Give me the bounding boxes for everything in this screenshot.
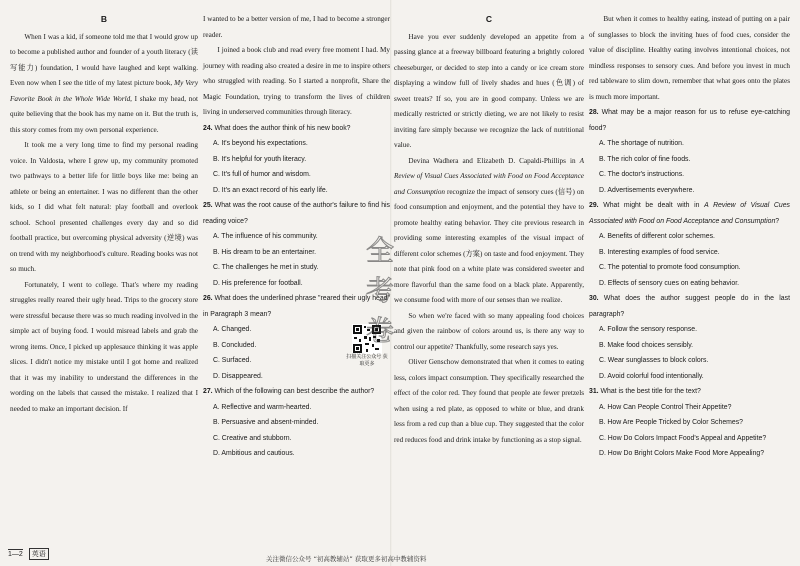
option: B. Concluded. (213, 341, 257, 349)
question-24: 24. What does the author think of his new book? A. It's beyond his expectations. B. It's helpful for youth literacy. C. It's full of humor and wisdom. D. It's an exact record of his early life. (203, 121, 390, 199)
option: B. Persuasive and absent-minded. (213, 419, 319, 426)
option: D. His preference for football. (213, 279, 303, 287)
question-30: 30. What does the author suggest people do in the last paragraph? A. Follow the sensory response. B. Make food choices sensibly. C. Wear sunglasses to block colors. D. Avoid colorful food intentionally. (589, 291, 790, 384)
qr-caption: 扫描关注公众号 获取更多 (346, 354, 388, 367)
option: C. Creative and stubborn. (213, 434, 292, 442)
passage-c-paragraph-5: But when it comes to healthy eating, instead of putting on a pair of sunglasses to block the inviting hues of food cues, consider the value of discipline. Healthy eating involves intentional choices, not mindless responses to sensory cues. And before you invest in much red tableware to slim down, remember that what goes onto the plates is much more important. (589, 15, 790, 101)
passage-c-paragraph-4: Oliver Genschow demonstrated that when it comes to eating less, colors impact consumption. They specifically researched the effect of the color red. They found that people ate fewer pretzels when using a red plate, as opposed to white or blue, and drank less from a red cup than a blue cup. They suggested that the color red reduces food and drink intake by functioning as a stop signal. (394, 358, 584, 444)
option: C. How Do Colors Impact Food's Appeal and Appetite? (599, 434, 767, 442)
option: C. The potential to promote food consumption. (599, 264, 741, 271)
option: D. Effects of sensory cues on eating behavior. (599, 279, 740, 287)
option: B. Interesting examples of food service. (599, 248, 720, 256)
option: D. Avoid colorful food intentionally. (599, 372, 704, 380)
passage-b-paragraph-2: It took me a very long time to find my personal reading voice. In Valdosta, where I grew up, my community promoted two pathways to a better life for little boys like me: being an athlete or being an entertainer. I was no different than the other kids, so I did what felt natural: play football and overlook school. School presented challenges every day and so did football practice, but overcoming physical adversity (逆境) was on trend with my neighborhood's culture. Reading books was not so much. (10, 141, 198, 273)
question-29: 29. What might be dealt with in A Review of Visual Cues Associated with Food on Food Acceptance and Consumption? A. Benefits of different color schemes. B. Interesting examples of food service. C. The potential to promote food consumption. D. Effects of sensory cues on eating behavior. (589, 198, 790, 291)
section-b-label: B (100, 14, 108, 24)
option: B. It's helpful for youth literacy. (213, 155, 307, 163)
option: C. The doctor's instructions. (599, 171, 685, 178)
option: D. How Do Bright Colors Make Food More Appealing? (599, 450, 765, 457)
option: D. Advertisements everywhere. (599, 186, 695, 194)
question-28: 28. What may be a major reason for us to refuse eye-catching food? A. The shortage of nutrition. B. The rich color of fine foods. C. The doctor's instructions. D. Advertisements everywhere. (589, 105, 790, 198)
column-3 (394, 12, 584, 448)
option: A. Changed. (213, 326, 252, 333)
section-c-label: C (485, 14, 493, 24)
question-31: 31. What is the best title for the text? A. How Can People Control Their Appetite? B. How Are People Tricked by Color Schemes? C. How Do Colors Impact Food's Appeal and Appetite? D. How Do Bright Colors Make Food More Appealing? (589, 384, 790, 462)
option: A. It's beyond his expectations. (213, 140, 308, 147)
page-footer (8, 548, 49, 560)
column-1 (10, 12, 198, 417)
option: C. Wear sunglasses to block colors. (599, 357, 709, 364)
option: D. Disappeared. (213, 372, 263, 380)
passage-b-paragraph-3-continued: I wanted to be a better version of me, I had to become a stronger reader. (203, 15, 390, 39)
column-4 (589, 12, 790, 462)
passage-b-paragraph-3: Fortunately, I went to college. That's where my reading struggles really reared their ugly head. Trips to the grocery store were stressful because there was so much reading involved in the simple act of buying food. I would misread labels and grab the wrong items. Once, I picked up applesauce thinking it was apple slices. I didn't notice my mistake until I got home and realized that it was my inability to understand the differences in the wording on the labels that caused the mistake. I realized that I needed to make an important decision. If (10, 280, 198, 413)
passage-c-paragraph-2: Devina Wadhera and Elizabeth D. Capaldi-Phillips in A Review of Visual Cues Associated with Food on Food Acceptance and Consumption recognize the impact of sensory cues (信号) on food consumption and enjoyment, and the potential they have to promote healthy eating behavior. They cite previous research in providing some interesting examples of the visual impact of different color schemes (方案) on taste and food enjoyment. They note that pink food on a white plate was considered sweeter and more flavorful than the same food on a black plate. Apparently, we consume food with more of our senses than we realize. (394, 156, 585, 304)
question-27: 27. Which of the following can best describe the author? A. Reflective and warm-hearted. B. Persuasive and absent-minded. C. Creative and stubborn. D. Ambitious and cautious. (203, 384, 390, 462)
svg-text:卷: 卷 (365, 314, 395, 347)
option: A. How Can People Control Their Appetite? (599, 403, 732, 411)
option: A. Reflective and warm-hearted. (213, 403, 312, 411)
passage-b-paragraph-4: I joined a book club and read every free moment I had. My journey with reading also created a desire in me to inspire others who struggled with reading. So I started a nonprofit, Share the Magic Foundation, trying to transform the lives of children living in underserved communities through literacy. (203, 46, 390, 116)
question-26: 26. What does the underlined phrase "reared their ugly head" in Paragraph 3 mean? A. Changed. B. Concluded. C. Surfaced. D. Disappeared. 扫描关注公众号 获取更多 (203, 291, 390, 384)
passage-b-paragraph-1: When I was a kid, if someone told me that I would grow up to become a published author and founder of a youth literacy (读写能力) foundation, I would have laughed and kept walking. Even now when I see the title of my latest picture book, My Very Favorite Book in the Whole Wide World, I shake my head, not quite believing that the book has my name on it. But the truth is, this story comes from my own personal experience. (10, 32, 199, 134)
option: D. It's an exact record of his early life. (213, 186, 328, 194)
footer-note: 关注微信公众号 “初高教辅站” 获取更多初高中教辅资料 (266, 555, 427, 563)
option: B. His dream to be an entertainer. (213, 248, 317, 256)
subject-badge: 英语 (29, 548, 49, 560)
option: C. The challenges he met in study. (213, 264, 319, 271)
passage-c-paragraph-1: Have you ever suddenly developed an appetite from a passing glance at a freeway billboard featuring a brightly colored cheeseburger, or decided to step into a candy or ice cream store displaying a window full of lively shades and hues (色调) of sweet treats? If so, you are in good company. Unless we are medically restricted or strictly dieting, we are not likely to resist inviting fare simply because we recognize the lack of nutritional value. (394, 32, 584, 149)
option: C. It's full of humor and wisdom. (213, 171, 311, 178)
option: C. Surfaced. (213, 357, 252, 364)
option: B. The rich color of fine foods. (599, 155, 691, 163)
page-number: 1—2 (8, 551, 23, 558)
option: B. How Are People Tricked by Color Schemes? (599, 419, 744, 426)
svg-text:考: 考 (365, 274, 395, 307)
option: D. Ambitious and cautious. (213, 450, 295, 457)
svg-text:全: 全 (365, 234, 395, 267)
watermark-stamp (360, 230, 400, 350)
question-25: 25. What was the root cause of the author's failure to find his reading voice? A. The influence of his community. B. His dream to be an entertainer. C. The challenges he met in study. D. His preference for football. (203, 198, 390, 291)
passage-c-paragraph-3: So when we're faced with so many appealing food choices and given the rainbow of colors around us, is there any way to control our appetite? Thankfully, some research says yes. (394, 311, 584, 351)
option: B. Make food choices sensibly. (599, 341, 694, 349)
option: A. The shortage of nutrition. (599, 140, 684, 147)
option: A. Follow the sensory response. (599, 326, 698, 333)
option: A. The influence of his community. (213, 233, 318, 240)
option: A. Benefits of different color schemes. (599, 233, 715, 240)
